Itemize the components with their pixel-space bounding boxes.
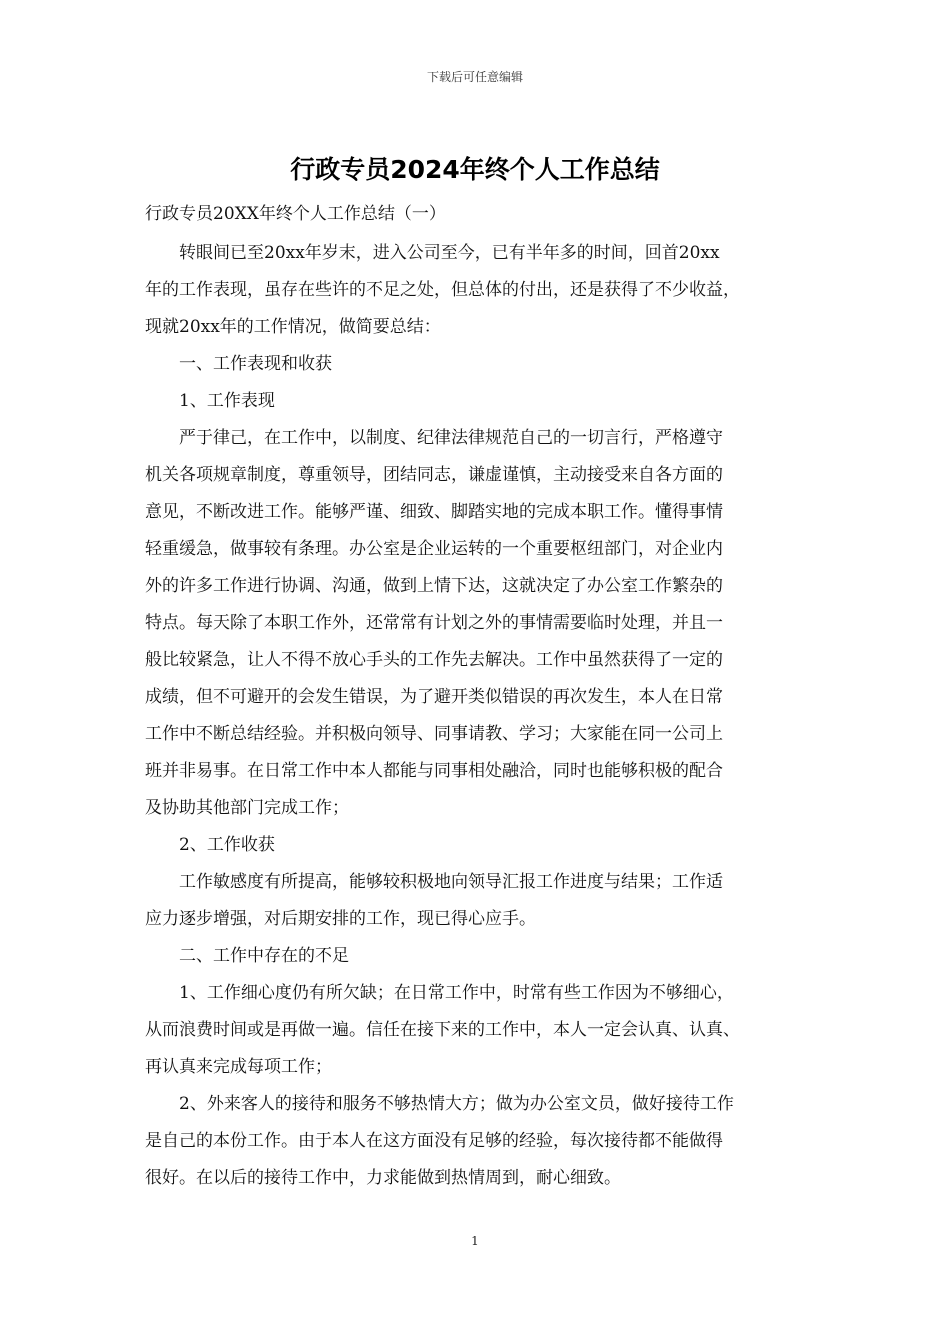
body-paragraph	[145, 864, 807, 938]
document-body	[145, 235, 807, 1197]
body-paragraph	[145, 1086, 807, 1197]
paragraph-line: 很好。在以后的接待工作中，力求能做到热情周到，耐心细致。	[145, 1168, 621, 1188]
paragraph-line: 机关各项规章制度，尊重领导，团结同志，谦虚谨慎，主动接受来自各方面的	[145, 465, 723, 485]
paragraph-line: 现就20xx年的工作情况，做简要总结：	[145, 317, 441, 337]
section-subtitle: 行政专员20XX年终个人工作总结（一）	[145, 204, 446, 224]
paragraph-line: 般比较紧急，让人不得不放心手头的工作先去解决。工作中虽然获得了一定的	[145, 650, 723, 670]
paragraph-line: 2、外来客人的接待和服务不够热情大方；做为办公室文员，做好接待工作	[179, 1094, 734, 1114]
paragraph-line: 意见，不断改进工作。能够严谨、细致、脚踏实地的完成本职工作。懂得事情	[145, 502, 723, 522]
paragraph-line: 严于律己，在工作中，以制度、纪律法律规范自己的一切言行，严格遵守	[179, 428, 723, 448]
paragraph-line: 工作敏感度有所提高，能够较积极地向领导汇报工作进度与结果；工作适	[179, 872, 723, 892]
paragraph-line: 轻重缓急，做事较有条理。办公室是企业运转的一个重要枢纽部门，对企业内	[145, 539, 723, 559]
body-paragraph	[145, 383, 807, 420]
body-paragraph	[145, 346, 807, 383]
paragraph-line: 转眼间已至20xx年岁末，进入公司至今，已有半年多的时间，回首20xx	[179, 243, 720, 263]
body-paragraph	[145, 938, 807, 975]
document-title: 行政专员2024年终个人工作总结	[290, 155, 660, 184]
paragraph-line: 2、工作收获	[179, 835, 275, 855]
body-paragraph	[145, 827, 807, 864]
paragraph-line: 再认真来完成每项工作；	[145, 1057, 332, 1077]
paragraph-line: 班并非易事。在日常工作中本人都能与同事相处融洽，同时也能够积极的配合	[145, 761, 723, 781]
paragraph-line: 工作中不断总结经验。并积极向领导、同事请教、学习；大家能在同一公司上	[145, 724, 723, 744]
paragraph-line: 年的工作表现，虽存在些许的不足之处，但总体的付出，还是获得了不少收益，	[145, 280, 740, 300]
paragraph-line: 1、工作表现	[179, 391, 275, 411]
paragraph-line: 成绩，但不可避开的会发生错误，为了避开类似错误的再次发生，本人在日常	[145, 687, 723, 707]
paragraph-line: 是自己的本份工作。由于本人在这方面没有足够的经验，每次接待都不能做得	[145, 1131, 723, 1151]
paragraph-line: 从而浪费时间或是再做一遍。信任在接下来的工作中，本人一定会认真、认真、	[145, 1020, 740, 1040]
body-paragraph	[145, 975, 807, 1086]
paragraph-line: 特点。每天除了本职工作外，还常常有计划之外的事情需要临时处理，并且一	[145, 613, 723, 633]
paragraph-line: 应力逐步增强，对后期安排的工作，现已得心应手。	[145, 909, 536, 929]
page-number: 1	[471, 1234, 479, 1248]
header-note: 下载后可任意编辑	[426, 70, 523, 84]
paragraph-line: 1、工作细心度仍有所欠缺；在日常工作中，时常有些工作因为不够细心，	[179, 983, 734, 1003]
paragraph-line: 外的许多工作进行协调、沟通，做到上情下达，这就决定了办公室工作繁杂的	[145, 576, 723, 596]
paragraph-line: 二、工作中存在的不足	[179, 946, 349, 966]
body-paragraph	[145, 420, 807, 827]
paragraph-line: 一、工作表现和收获	[179, 354, 332, 374]
paragraph-line: 及协助其他部门完成工作；	[145, 798, 349, 818]
body-paragraph	[145, 235, 807, 346]
